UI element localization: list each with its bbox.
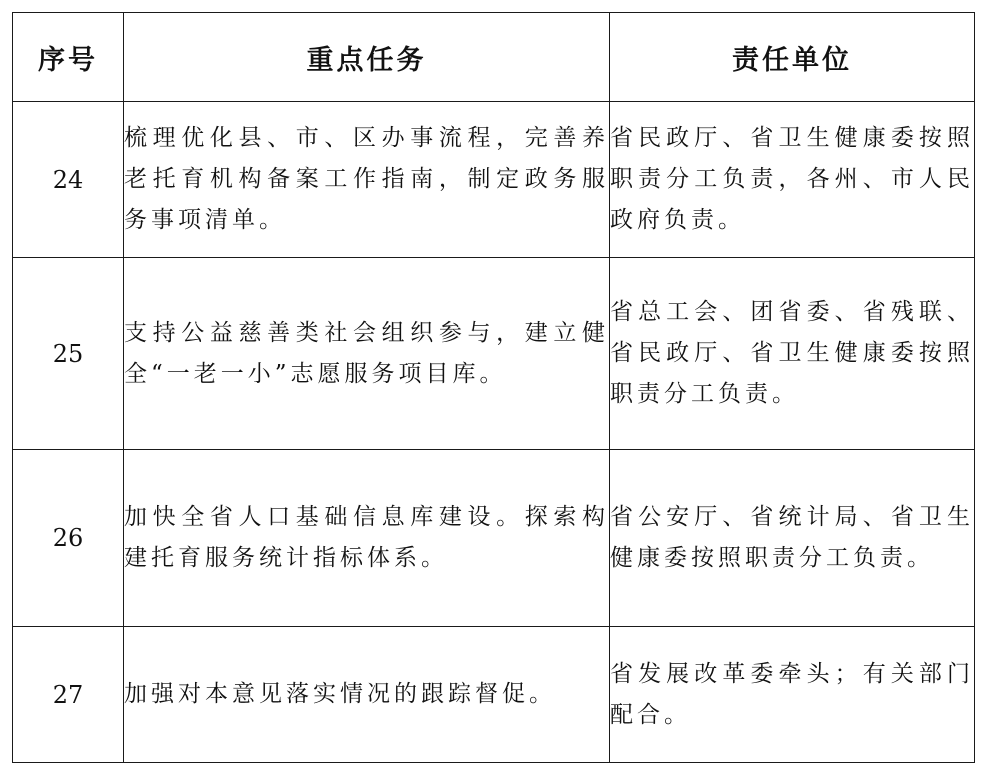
- row-unit: 省发展改革委牵头；有关部门配合。: [610, 627, 975, 763]
- row-unit: 省总工会、团省委、省残联、省民政厅、省卫生健康委按照职责分工负责。: [610, 258, 975, 450]
- row-task: 加强对本意见落实情况的跟踪督促。: [124, 627, 610, 763]
- table-row: [13, 450, 975, 627]
- row-number: 26: [13, 450, 124, 627]
- table-row: [13, 627, 975, 763]
- header-number: 序号: [13, 13, 124, 102]
- row-task: 加快全省人口基础信息库建设。探索构建托育服务统计指标体系。: [124, 450, 610, 627]
- table-header-row: [13, 13, 975, 102]
- key-tasks-table: [12, 12, 975, 763]
- row-task: 支持公益慈善类社会组织参与，建立健全“一老一小”志愿服务项目库。: [124, 258, 610, 450]
- header-task: 重点任务: [124, 13, 610, 102]
- row-number: 27: [13, 627, 124, 763]
- header-unit: 责任单位: [610, 13, 975, 102]
- row-unit: 省公安厅、省统计局、省卫生健康委按照职责分工负责。: [610, 450, 975, 627]
- row-task: 梳理优化县、市、区办事流程，完善养老托育机构备案工作指南，制定政务服务事项清单。: [124, 102, 610, 258]
- row-number: 24: [13, 102, 124, 258]
- table-row: [13, 102, 975, 258]
- row-number: 25: [13, 258, 124, 450]
- table-row: [13, 258, 975, 450]
- row-unit: 省民政厅、省卫生健康委按照职责分工负责，各州、市人民政府负责。: [610, 102, 975, 258]
